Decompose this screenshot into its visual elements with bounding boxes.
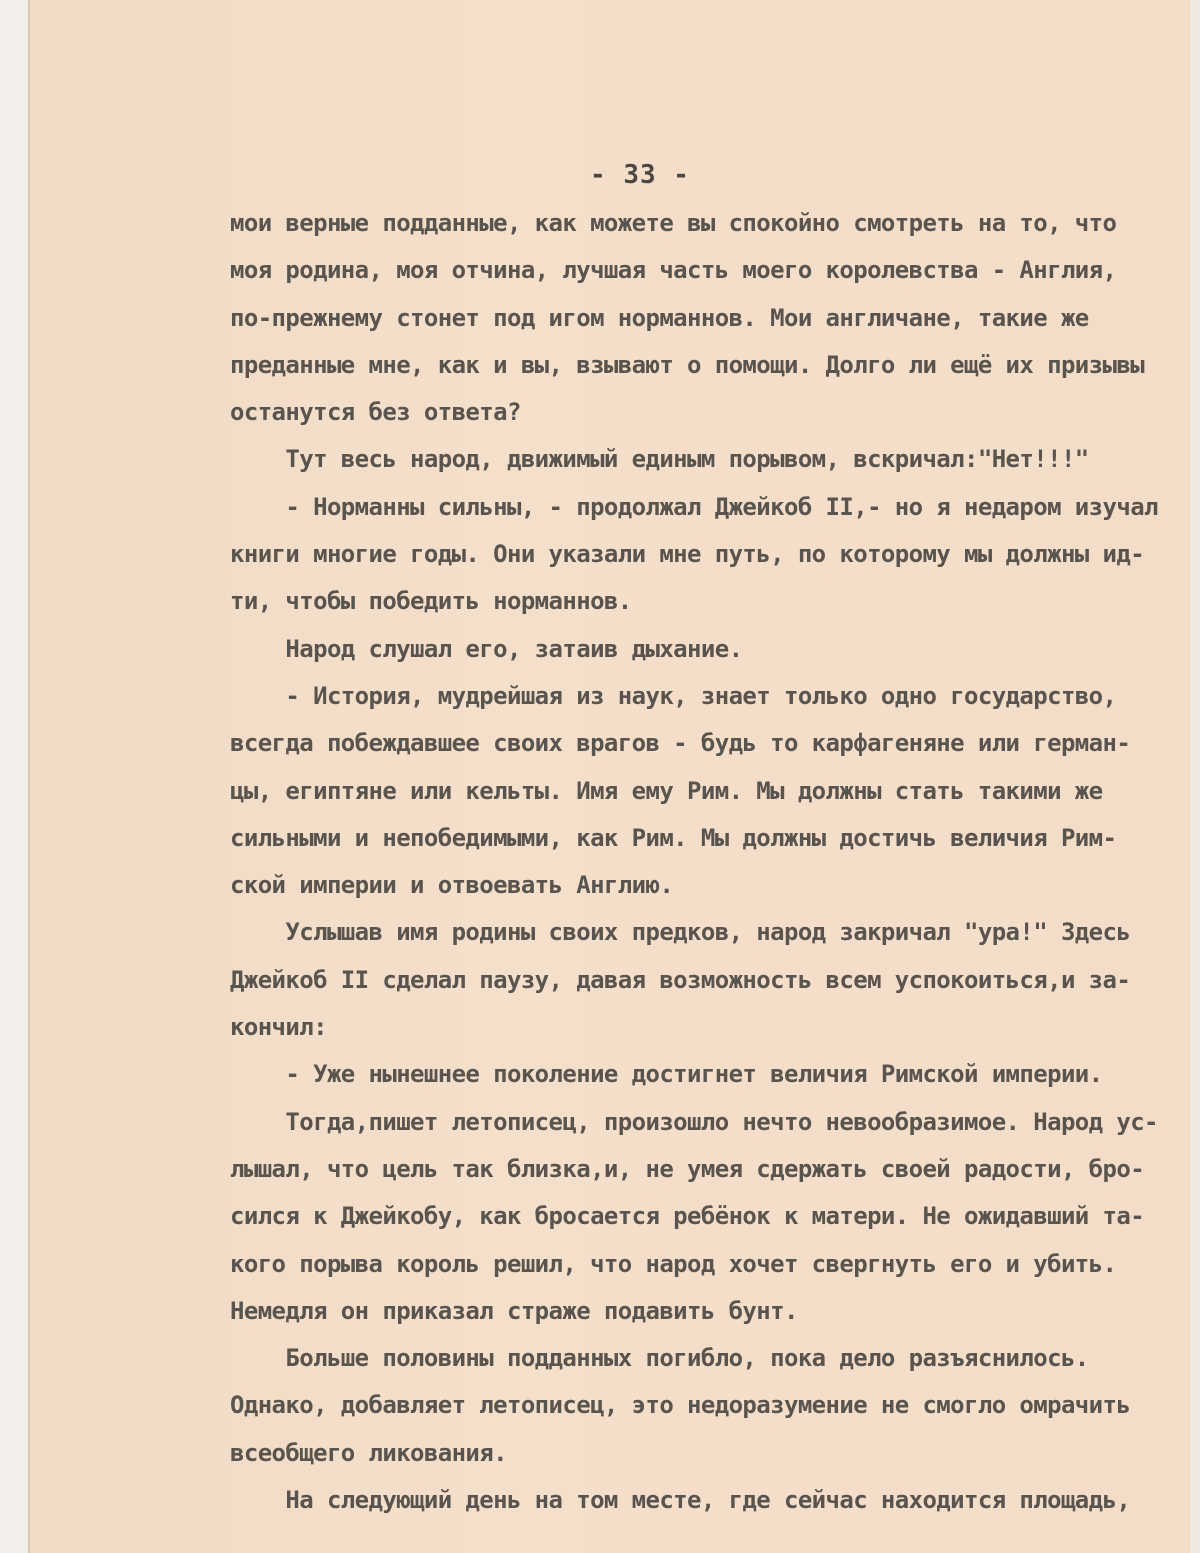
text-line: сильными и непобедимыми, как Рим. Мы должны достичь величия Рим-: [230, 823, 1117, 852]
text-line: моя родина, моя отчина, лучшая часть моего королевства - Англия,: [230, 256, 1117, 285]
scanner-margin-right: [1190, 0, 1200, 1553]
text-line: всегда побеждавшее своих врагов - будь то карфагеняне или герман-: [230, 729, 1131, 758]
text-line: кончил:: [230, 1013, 327, 1042]
text-line: цы, египтяне или кельты. Имя ему Рим. Мы должны стать такими же: [230, 776, 1103, 805]
body-text: [230, 200, 1190, 1524]
text-line: мои верные подданные, как можете вы спокойно смотреть на то, что: [230, 209, 1117, 237]
text-line: по-прежнему стонет под игом норманнов. Мои англичане, такие же: [230, 303, 1089, 332]
text-line: Тогда,пишет летописец, произошло нечто невообразимое. Народ ус-: [230, 1107, 1158, 1136]
text-line: ской империи и отвоевать Англию.: [230, 871, 674, 900]
text-line: всеобщего ликования.: [230, 1438, 507, 1467]
text-line: На следующий день на том месте, где сейчас находится площадь,: [230, 1486, 1131, 1515]
text-line: Однако, добавляет летописец, это недоразумение не смогло омрачить: [230, 1391, 1131, 1420]
typewritten-sheet: [30, 0, 1190, 1553]
text-line: Народ слушал его, затаив дыхание.: [230, 634, 743, 663]
text-line: Джейкоб II сделал паузу, давая возможность всем успокоиться,и за-: [230, 965, 1131, 994]
text-line: сился к Джейкобу, как бросается ребёнок к матери. Не ожидавший та-: [230, 1202, 1145, 1231]
text-line: лышал, что цель так близка,и, не умея сдержать своей радости, бро-: [230, 1154, 1145, 1183]
text-line: Больше половины подданных погибло, пока дело разъяснилось.: [230, 1344, 1089, 1373]
text-line: преданные мне, как и вы, взывают о помощи. Долго ли ещё их призывы: [230, 350, 1145, 379]
text-line: - История, мудрейшая из наук, знает только одно государство,: [230, 681, 1117, 710]
text-line: останутся без ответа?: [230, 398, 521, 427]
text-line: книги многие годы. Они указали мне путь, по которому мы должны ид-: [230, 540, 1145, 569]
text-line: - Норманны сильны, - продолжал Джейкоб II,- но я недаром изучал: [230, 492, 1158, 521]
text-line: ти, чтобы победить норманнов.: [230, 587, 632, 616]
text-line: кого порыва король решил, что народ хочет свергнуть его и убить.: [230, 1249, 1117, 1278]
page-number: - 33 -: [590, 160, 690, 190]
text-line: - Уже нынешнее поколение достигнет величия Римской империи.: [230, 1060, 1103, 1089]
text-line: Тут весь народ, движимый единым порывом, вскричал:"Нет!!!": [230, 445, 1089, 474]
text-line: Услышав имя родины своих предков, народ закричал "ура!" Здесь: [230, 918, 1131, 947]
scanner-margin-left: [0, 0, 30, 1553]
text-line: Немедля он приказал страже подавить бунт.: [230, 1296, 798, 1325]
